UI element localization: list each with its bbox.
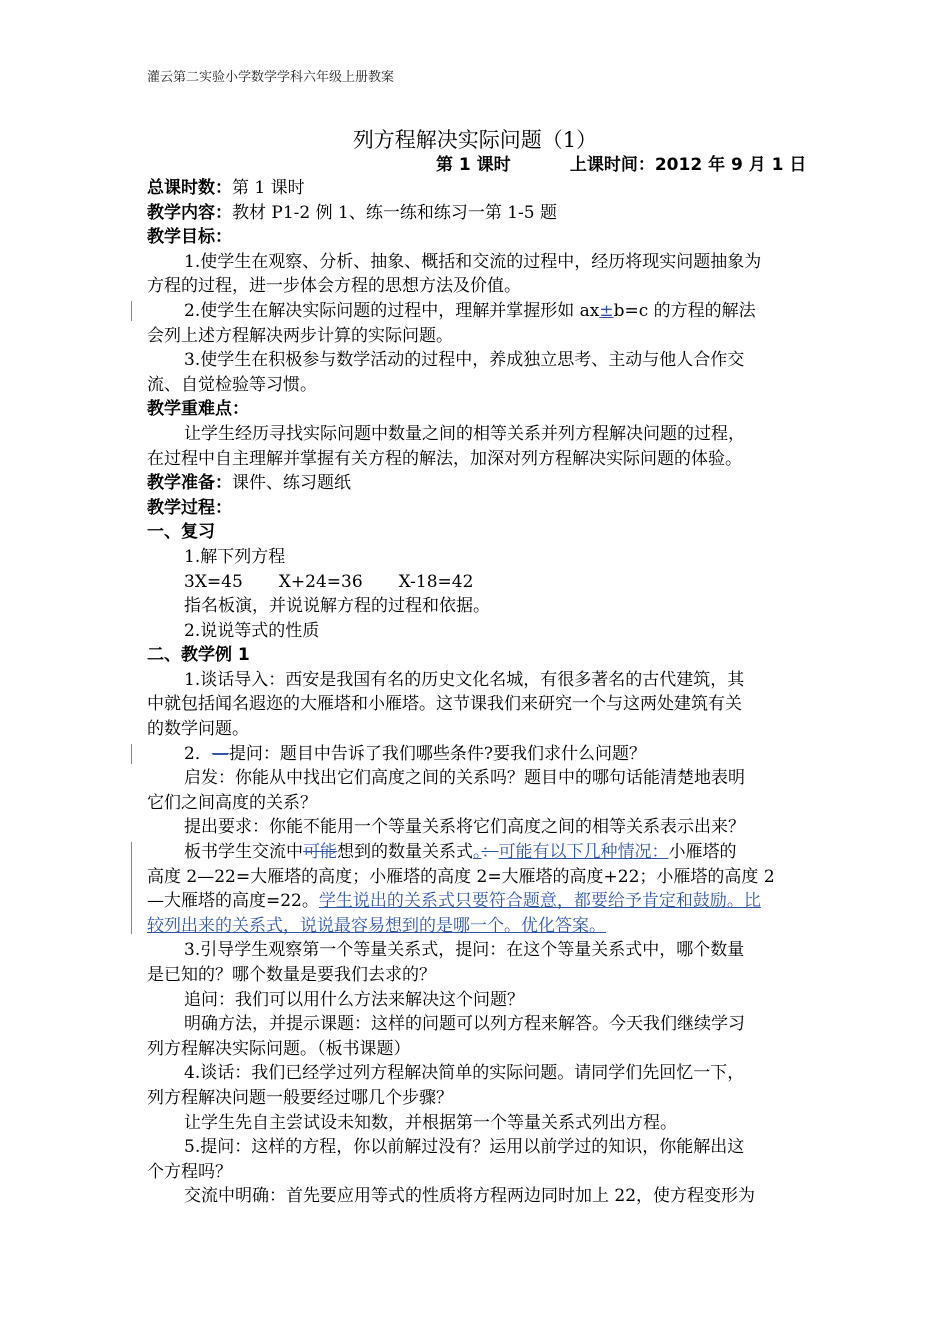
paragraph-line: 中就包括闻名遐迩的大雁塔和小雁塔。这节课我们来研究一个与这两处建筑有关 (147, 694, 742, 715)
total-hours-line: 总课时数：第 1 课时 (147, 178, 305, 198)
revision-insert: 可能有以下几种情况： (498, 842, 669, 863)
revision-bar (131, 744, 132, 764)
key-points-heading: 教学重难点： (147, 399, 249, 420)
paragraph-line: 2.使学生在解决实际问题的过程中，理解并掌握形如 ax±b=c 的方程的解法 (147, 299, 807, 324)
paragraph-line: 追问：我们可以用什么方法来解决这个问题？ (184, 989, 524, 1010)
paragraph-line: —大雁塔的高度=22。学生说出的关系式只要符合题意，都要给予肯定和鼓励。比 (147, 891, 761, 912)
paragraph-line: 让学生先自主尝试设未知数，并根据第一个等量关系式列出方程。 (184, 1112, 677, 1133)
revision-bar (131, 301, 132, 321)
equations-line: 3X=45 X+24=36 X-18=42 (184, 571, 474, 592)
revision-delete: — (211, 743, 229, 764)
paragraph-line: 4.谈话：我们已经学过列方程解决简单的实际问题。请同学们先回忆一下， (184, 1063, 745, 1084)
paragraph-line: 方程的过程，进一步体会方程的思想方法及价值。 (147, 276, 521, 297)
page-header: 灌云第二实验小学数学学科六年级上册教案 (147, 70, 395, 85)
revision-insert: 学生说出的关系式只要符合题意，都要给予肯定和鼓励。比 (318, 891, 761, 912)
paragraph-line: 2.说说等式的性质 (184, 620, 320, 641)
paragraph-line: 列方程解决实际问题。（板书课题） (147, 1038, 411, 1059)
paragraph-line: 2．—提问：题目中告诉了我们哪些条件?要我们求什么问题？ (147, 742, 807, 767)
lesson-title: 列方程解决实际问题（1） (352, 128, 598, 152)
revision-insert: 。 (473, 842, 482, 863)
section-heading-example: 二、教学例 1 (147, 645, 250, 666)
revision-insert: 较列出来的关系式，说说最容易想到的是哪一个。优化答案。 (147, 915, 606, 936)
paragraph-line: 提出要求：你能不能用一个等量关系将它们高度之间的相等关系表示出来？ (184, 817, 745, 838)
paragraph-line: 让学生经历寻找实际问题中数量之间的相等关系并列方程解决问题的过程， (184, 423, 745, 444)
paragraph-line (147, 914, 807, 939)
revision-delete: ： (481, 842, 499, 863)
lesson-subtitle: 第 1 课时 上课时间：2012 年 9 月 1 日 (436, 155, 807, 175)
paragraph-line: 流、自觉检验等习惯。 (147, 374, 317, 395)
objectives-heading: 教学目标： (147, 227, 232, 248)
revision-insert: ± (599, 300, 614, 321)
paragraph-line: 1.解下列方程 (184, 546, 286, 567)
paragraph-line: 它们之间高度的关系？ (147, 792, 317, 813)
paragraph-line: 3.引导学生观察第一个等量关系式，提问：在这个等量关系式中，哪个数量 (184, 940, 745, 961)
paragraph-line: 交流中明确：首先要应用等式的性质将方程两边同时加上 22，使方程变形为 (184, 1186, 756, 1207)
paragraph-line: 板书学生交流中可能想到的数量关系式。：可能有以下几种情况：小雁塔的 (147, 840, 807, 865)
paragraph-line: 是已知的？哪个数量是要我们去求的？ (147, 965, 436, 985)
revision-delete: 可能 (303, 842, 337, 863)
process-heading: 教学过程： (147, 497, 232, 518)
paragraph-line: 的数学问题。 (147, 719, 249, 740)
paragraph-line: 高度 2—22=大雁塔的高度；小雁塔的高度 2=大雁塔的高度+22；小雁塔的高度 2 (147, 866, 775, 887)
paragraph-line: 1.使学生在观察、分析、抽象、概括和交流的过程中，经历将现实问题抽象为 (184, 251, 762, 272)
paragraph-line: 启发：你能从中找出它们高度之间的关系吗？题目中的哪句话能清楚地表明 (184, 768, 745, 789)
paragraph-line: 指名板演，并说说解方程的过程和依据。 (184, 596, 490, 617)
paragraph-line: 5.提问：这样的方程，你以前解过没有？运用以前学过的知识，你能解出这 (184, 1137, 745, 1158)
section-heading-review: 一、复习 (147, 522, 215, 543)
paragraph-line: 明确方法，并提示课题：这样的问题可以列方程来解答。今天我们继续学习 (184, 1014, 745, 1035)
preparation-line: 教学准备：课件、练习题纸 (147, 473, 351, 494)
paragraph-line: 个方程吗？ (147, 1161, 232, 1182)
paragraph-line: 在过程中自主理解并掌握有关方程的解法，加深对列方程解决实际问题的体验。 (147, 448, 742, 469)
paragraph-line: 1.谈话导入：西安是我国有名的历史文化名城，有很多著名的古代建筑，其 (184, 669, 745, 690)
lesson-body (147, 176, 807, 1209)
paragraph-line: 列方程解决问题一般要经过哪几个步骤？ (147, 1087, 453, 1108)
paragraph-line: 会列上述方程解决两步计算的实际问题。 (147, 325, 453, 346)
content-line: 教学内容：教材 P1-2 例 1、练一练和练习一第 1-5 题 (147, 202, 558, 223)
paragraph-line: 3.使学生在积极参与数学活动的过程中，养成独立思考、主动与他人合作交 (184, 350, 745, 371)
revision-bar (131, 842, 132, 934)
